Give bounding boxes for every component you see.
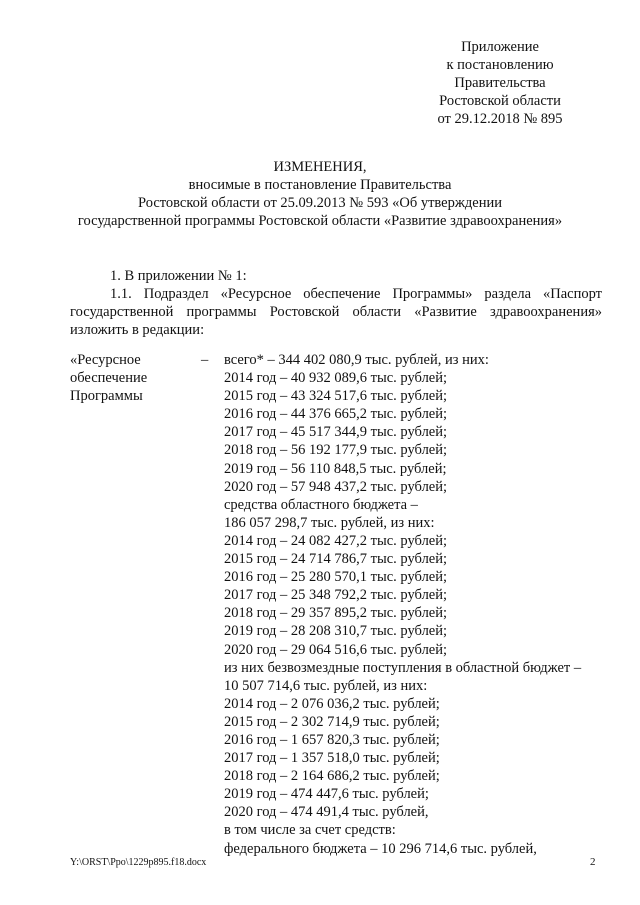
title-line: государственной программы Ростовской области «Развитие здравоохранения» xyxy=(77,213,563,229)
resource-value-line: всего* – 344 402 080,9 тыс. рублей, из них: xyxy=(224,352,489,368)
resource-value-line: 2020 год – 474 491,4 тыс. рублей, xyxy=(224,804,429,821)
resource-value-line: федерального бюджета – 10 296 714,6 тыс. рублей, xyxy=(224,840,537,857)
footer-file-path: Y:\ORST\Ppo\1229p895.f18.docx xyxy=(70,857,207,868)
resource-label xyxy=(70,351,190,405)
approval-line: к постановлению xyxy=(446,57,554,73)
resource-value-line: 2017 год – 1 357 518,0 тыс. рублей; xyxy=(224,750,440,767)
resource-value-line: 2014 год – 40 932 089,6 тыс. рублей; xyxy=(224,370,448,387)
resource-value-line: 10 507 714,6 тыс. рублей, из них: xyxy=(224,677,428,694)
resource-value-line: 2019 год – 474 447,6 тыс. рублей; xyxy=(224,786,429,803)
resource-value-line: 2014 год – 2 076 036,2 тыс. рублей; xyxy=(224,695,440,712)
title-line: Ростовской области от 25.09.2013 № 593 «Об утверждении xyxy=(138,195,502,211)
resource-dash: – xyxy=(201,352,209,368)
approval-line: Ростовской области xyxy=(439,93,561,109)
resource-value-line: в том числе за счет средств: xyxy=(224,822,396,839)
resource-value-line: 2019 год – 28 208 310,7 тыс. рублей; xyxy=(224,623,448,640)
resource-values xyxy=(224,351,604,858)
resource-value-line: 2017 год – 45 517 344,9 тыс. рублей; xyxy=(224,424,448,441)
resource-value-line: из них безвозмездные поступления в областной бюджет – xyxy=(224,659,582,676)
approval-line: от 29.12.2018 № 895 xyxy=(437,111,563,127)
resource-label-line: обеспечение xyxy=(70,370,148,387)
resource-value-line: средства областного бюджета – xyxy=(224,496,418,513)
resource-value-line: 2018 год – 56 192 177,9 тыс. рублей; xyxy=(224,442,448,459)
title-heading: ИЗМЕНЕНИЯ, xyxy=(273,159,367,175)
resource-value-line: 2015 год – 43 324 517,6 тыс. рублей; xyxy=(224,388,448,405)
title-line: вносимые в постановление Правительства xyxy=(188,177,452,193)
resource-value-line: 186 057 298,7 тыс. рублей, из них: xyxy=(224,514,435,531)
resource-value-line: 2016 год – 1 657 820,3 тыс. рублей; xyxy=(224,731,440,748)
document-title xyxy=(60,158,580,230)
resource-label-line: Программы xyxy=(70,388,143,405)
resource-value-line: 2018 год – 29 357 895,2 тыс. рублей; xyxy=(224,605,448,622)
approval-line: Правительства xyxy=(454,75,546,91)
item-1-paragraph: 1. В приложении № 1: xyxy=(110,268,247,284)
page-number: 2 xyxy=(590,856,596,868)
resource-value-line: 2016 год – 25 280 570,1 тыс. рублей; xyxy=(224,569,448,586)
resource-value-line: 2020 год – 29 064 516,6 тыс. рублей; xyxy=(224,641,448,658)
resource-value-line: 2016 год – 44 376 665,2 тыс. рублей; xyxy=(224,406,448,423)
item-1-1-paragraph: 1.1. Подраздел «Ресурсное обеспечение Программы» раздела «Паспорт государственной программы Ростовской области «Развитие здравоохранения» изложить в редакции: xyxy=(70,286,602,338)
approval-block xyxy=(400,38,600,128)
resource-label-line: «Ресурсное xyxy=(70,352,141,368)
resource-value-line: 2015 год – 2 302 714,9 тыс. рублей; xyxy=(224,713,440,730)
approval-line: Приложение xyxy=(461,39,539,55)
resource-value-line: 2015 год – 24 714 786,7 тыс. рублей; xyxy=(224,551,448,568)
resource-value-line: 2020 год – 57 948 437,2 тыс. рублей; xyxy=(224,478,448,495)
resource-value-line: 2019 год – 56 110 848,5 тыс. рублей; xyxy=(224,460,447,477)
resource-value-line: 2017 год – 25 348 792,2 тыс. рублей; xyxy=(224,587,448,604)
resource-value-line: 2018 год – 2 164 686,2 тыс. рублей; xyxy=(224,768,440,785)
resource-value-line: 2014 год – 24 082 427,2 тыс. рублей; xyxy=(224,532,448,549)
